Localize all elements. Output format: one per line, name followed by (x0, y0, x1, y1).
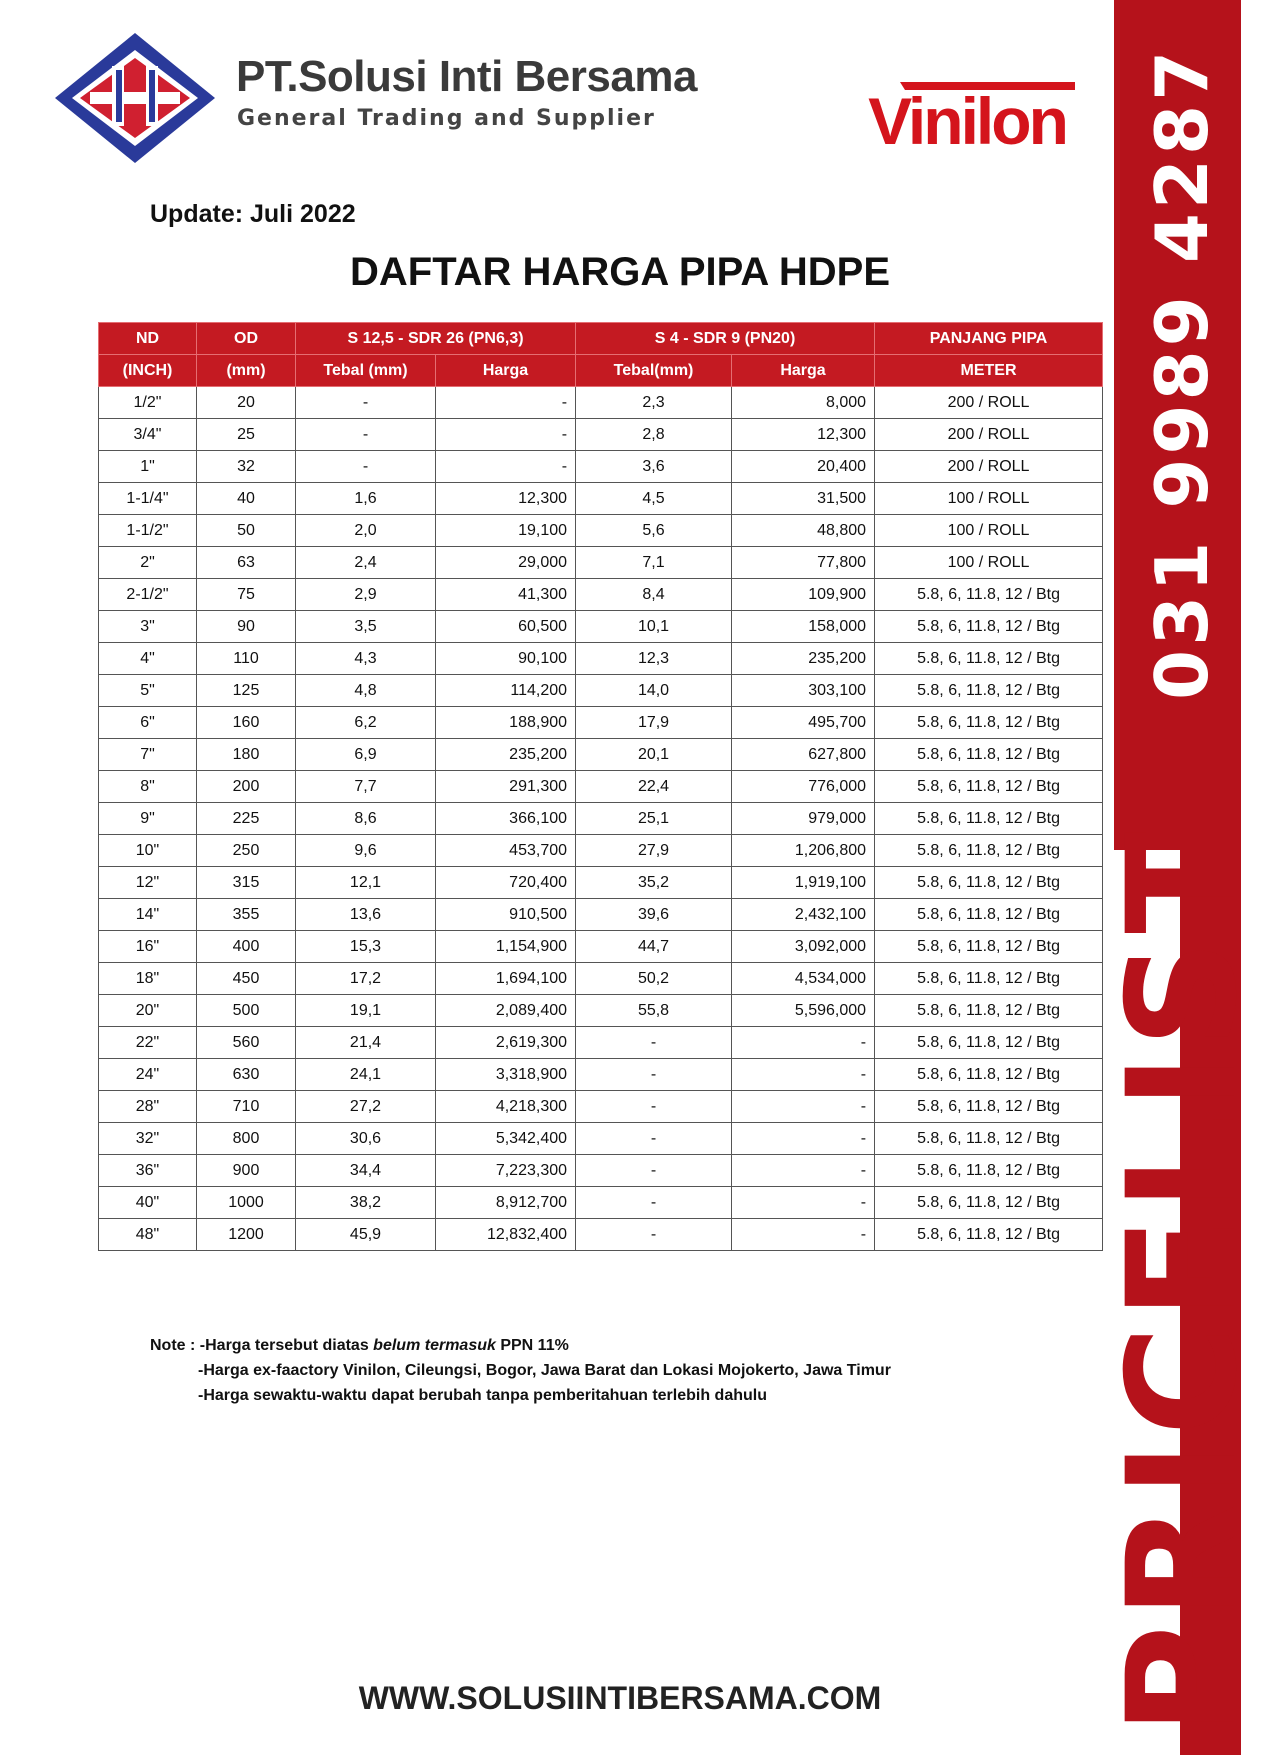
cell-harga-1: 235,200 (436, 739, 576, 771)
cell-nd: 16" (99, 931, 197, 963)
cell-length: 5.8, 6, 11.8, 12 / Btg (875, 611, 1103, 643)
cell-harga-1: 453,700 (436, 835, 576, 867)
cell-od: 355 (197, 899, 296, 931)
cell-nd: 24" (99, 1059, 197, 1091)
cell-tebal-1: 27,2 (296, 1091, 436, 1123)
cell-harga-1: 19,100 (436, 515, 576, 547)
cell-od: 125 (197, 675, 296, 707)
cell-tebal-1: 13,6 (296, 899, 436, 931)
cell-od: 250 (197, 835, 296, 867)
cell-length: 5.8, 6, 11.8, 12 / Btg (875, 579, 1103, 611)
table-row (99, 771, 1103, 803)
table-row (99, 1059, 1103, 1091)
cell-length: 5.8, 6, 11.8, 12 / Btg (875, 1027, 1103, 1059)
cell-nd: 1-1/4" (99, 483, 197, 515)
cell-tebal-2: 25,1 (576, 803, 732, 835)
header-od: OD (197, 323, 296, 355)
cell-tebal-2: 39,6 (576, 899, 732, 931)
cell-tebal-2: - (576, 1027, 732, 1059)
cell-nd: 2" (99, 547, 197, 579)
cell-tebal-2: 3,6 (576, 451, 732, 483)
cell-tebal-2: 27,9 (576, 835, 732, 867)
cell-harga-2: - (732, 1155, 875, 1187)
table-row (99, 675, 1103, 707)
cell-harga-1: 1,154,900 (436, 931, 576, 963)
cell-od: 710 (197, 1091, 296, 1123)
cell-tebal-1: 2,4 (296, 547, 436, 579)
cell-od: 200 (197, 771, 296, 803)
cell-tebal-2: - (576, 1219, 732, 1251)
price-table (98, 322, 1103, 1251)
cell-harga-2: 109,900 (732, 579, 875, 611)
table-row (99, 995, 1103, 1027)
cell-tebal-1: 4,3 (296, 643, 436, 675)
cell-od: 315 (197, 867, 296, 899)
cell-length: 5.8, 6, 11.8, 12 / Btg (875, 995, 1103, 1027)
cell-tebal-1: - (296, 419, 436, 451)
cell-od: 25 (197, 419, 296, 451)
cell-tebal-2: 17,9 (576, 707, 732, 739)
table-row (99, 1187, 1103, 1219)
table-row (99, 1155, 1103, 1187)
cell-tebal-2: 35,2 (576, 867, 732, 899)
cell-harga-1: 2,619,300 (436, 1027, 576, 1059)
cell-nd: 3/4" (99, 419, 197, 451)
cell-tebal-1: 3,5 (296, 611, 436, 643)
cell-length: 5.8, 6, 11.8, 12 / Btg (875, 931, 1103, 963)
company-name: PT.Solusi Inti Bersama (236, 52, 697, 101)
cell-harga-1: 4,218,300 (436, 1091, 576, 1123)
cell-length: 200 / ROLL (875, 387, 1103, 419)
company-tagline: General Trading and Supplier (237, 106, 656, 131)
cell-harga-1: 366,100 (436, 803, 576, 835)
cell-tebal-2: - (576, 1123, 732, 1155)
cell-od: 800 (197, 1123, 296, 1155)
cell-harga-2: 303,100 (732, 675, 875, 707)
cell-nd: 20" (99, 995, 197, 1027)
update-date: Update: Juli 2022 (150, 200, 356, 228)
cell-tebal-1: 45,9 (296, 1219, 436, 1251)
table-row (99, 803, 1103, 835)
table-row (99, 867, 1103, 899)
subheader-harga-2: Harga (732, 355, 875, 387)
cell-harga-1: 3,318,900 (436, 1059, 576, 1091)
cell-nd: 5" (99, 675, 197, 707)
cell-tebal-1: 19,1 (296, 995, 436, 1027)
cell-tebal-2: 10,1 (576, 611, 732, 643)
subheader-meter: METER (875, 355, 1103, 387)
table-group-header (99, 323, 1103, 355)
cell-harga-1: 720,400 (436, 867, 576, 899)
cell-tebal-2: 4,5 (576, 483, 732, 515)
cell-harga-1: 7,223,300 (436, 1155, 576, 1187)
cell-nd: 1/2" (99, 387, 197, 419)
cell-nd: 8" (99, 771, 197, 803)
cell-tebal-1: 6,2 (296, 707, 436, 739)
page-title: DAFTAR HARGA PIPA HDPE (350, 250, 890, 294)
cell-harga-2: 1,919,100 (732, 867, 875, 899)
cell-tebal-1: 4,8 (296, 675, 436, 707)
cell-harga-2: - (732, 1187, 875, 1219)
cell-nd: 40" (99, 1187, 197, 1219)
cell-harga-2: 31,500 (732, 483, 875, 515)
cell-nd: 9" (99, 803, 197, 835)
cell-tebal-2: 2,3 (576, 387, 732, 419)
cell-tebal-2: 44,7 (576, 931, 732, 963)
note-1-emphasis: belum termasuk (373, 1337, 496, 1354)
cell-od: 1000 (197, 1187, 296, 1219)
cell-tebal-2: - (576, 1155, 732, 1187)
table-row (99, 483, 1103, 515)
cell-length: 5.8, 6, 11.8, 12 / Btg (875, 771, 1103, 803)
cell-harga-2: 776,000 (732, 771, 875, 803)
cell-harga-2: - (732, 1027, 875, 1059)
cell-tebal-1: 30,6 (296, 1123, 436, 1155)
cell-length: 5.8, 6, 11.8, 12 / Btg (875, 803, 1103, 835)
table-body (99, 387, 1103, 1251)
cell-od: 63 (197, 547, 296, 579)
cell-nd: 6" (99, 707, 197, 739)
subheader-harga-1: Harga (436, 355, 576, 387)
cell-tebal-1: 1,6 (296, 483, 436, 515)
cell-length: 5.8, 6, 11.8, 12 / Btg (875, 963, 1103, 995)
table-row (99, 579, 1103, 611)
cell-length: 5.8, 6, 11.8, 12 / Btg (875, 1091, 1103, 1123)
cell-nd: 28" (99, 1091, 197, 1123)
cell-tebal-2: 50,2 (576, 963, 732, 995)
cell-od: 160 (197, 707, 296, 739)
cell-tebal-2: - (576, 1187, 732, 1219)
table-row (99, 387, 1103, 419)
cell-length: 100 / ROLL (875, 483, 1103, 515)
website-url: WWW.SOLUSIINTIBERSAMA.COM (358, 1680, 882, 1716)
cell-harga-1: 291,300 (436, 771, 576, 803)
cell-od: 32 (197, 451, 296, 483)
cell-tebal-1: 2,0 (296, 515, 436, 547)
cell-harga-1: 1,694,100 (436, 963, 576, 995)
table-row (99, 451, 1103, 483)
cell-od: 90 (197, 611, 296, 643)
cell-length: 5.8, 6, 11.8, 12 / Btg (875, 1187, 1103, 1219)
subheader-mm: (mm) (197, 355, 296, 387)
phone-number: 031 9989 4287 (1140, 46, 1224, 700)
subheader-tebal-2: Tebal(mm) (576, 355, 732, 387)
header-sdr9: S 4 - SDR 9 (PN20) (576, 323, 875, 355)
cell-nd: 4" (99, 643, 197, 675)
table-row (99, 963, 1103, 995)
header-nd: ND (99, 323, 197, 355)
cell-od: 450 (197, 963, 296, 995)
cell-nd: 12" (99, 867, 197, 899)
cell-tebal-1: - (296, 451, 436, 483)
subheader-inch: (INCH) (99, 355, 197, 387)
cell-tebal-2: 7,1 (576, 547, 732, 579)
cell-tebal-1: 12,1 (296, 867, 436, 899)
cell-harga-2: 12,300 (732, 419, 875, 451)
cell-od: 40 (197, 483, 296, 515)
cell-od: 560 (197, 1027, 296, 1059)
cell-harga-1: 2,089,400 (436, 995, 576, 1027)
cell-nd: 1" (99, 451, 197, 483)
cell-harga-2: 8,000 (732, 387, 875, 419)
table-row (99, 611, 1103, 643)
notes (150, 1333, 891, 1408)
cell-harga-1: 114,200 (436, 675, 576, 707)
cell-tebal-1: - (296, 387, 436, 419)
cell-nd: 32" (99, 1123, 197, 1155)
cell-length: 200 / ROLL (875, 419, 1103, 451)
cell-tebal-1: 15,3 (296, 931, 436, 963)
cell-harga-2: 3,092,000 (732, 931, 875, 963)
cell-tebal-1: 6,9 (296, 739, 436, 771)
cell-tebal-2: 12,3 (576, 643, 732, 675)
cell-nd: 3" (99, 611, 197, 643)
cell-tebal-2: 20,1 (576, 739, 732, 771)
cell-harga-2: 4,534,000 (732, 963, 875, 995)
cell-nd: 22" (99, 1027, 197, 1059)
cell-od: 400 (197, 931, 296, 963)
cell-od: 75 (197, 579, 296, 611)
cell-harga-1: 12,832,400 (436, 1219, 576, 1251)
cell-length: 5.8, 6, 11.8, 12 / Btg (875, 899, 1103, 931)
cell-length: 5.8, 6, 11.8, 12 / Btg (875, 739, 1103, 771)
cell-length: 5.8, 6, 11.8, 12 / Btg (875, 1155, 1103, 1187)
cell-length: 5.8, 6, 11.8, 12 / Btg (875, 1219, 1103, 1251)
cell-tebal-1: 7,7 (296, 771, 436, 803)
cell-harga-2: 158,000 (732, 611, 875, 643)
note-1-suffix: PPN 11% (495, 1337, 569, 1354)
cell-tebal-2: 8,4 (576, 579, 732, 611)
table-row (99, 643, 1103, 675)
cell-length: 100 / ROLL (875, 547, 1103, 579)
cell-harga-2: 20,400 (732, 451, 875, 483)
cell-length: 200 / ROLL (875, 451, 1103, 483)
pricelist-word: PRICELIST (1096, 825, 1270, 1735)
note-1-prefix: -Harga tersebut diatas (199, 1337, 374, 1354)
brand-logo (860, 80, 1075, 158)
note-line-3: -Harga sewaktu-waktu dapat berubah tanpa pemberitahuan terlebih dahulu (198, 1387, 767, 1404)
table-row (99, 899, 1103, 931)
cell-harga-1: - (436, 451, 576, 483)
cell-harga-2: 495,700 (732, 707, 875, 739)
cell-length: 5.8, 6, 11.8, 12 / Btg (875, 835, 1103, 867)
cell-length: 100 / ROLL (875, 515, 1103, 547)
cell-length: 5.8, 6, 11.8, 12 / Btg (875, 675, 1103, 707)
cell-nd: 14" (99, 899, 197, 931)
cell-harga-1: 29,000 (436, 547, 576, 579)
cell-od: 20 (197, 387, 296, 419)
cell-length: 5.8, 6, 11.8, 12 / Btg (875, 707, 1103, 739)
cell-od: 110 (197, 643, 296, 675)
cell-harga-1: 5,342,400 (436, 1123, 576, 1155)
note-line-2: -Harga ex-faactory Vinilon, Cileungsi, Bogor, Jawa Barat dan Lokasi Mojokerto, Jawa Timur (198, 1362, 891, 1379)
cell-harga-1: 12,300 (436, 483, 576, 515)
cell-harga-1: - (436, 387, 576, 419)
table-row (99, 1123, 1103, 1155)
cell-tebal-1: 17,2 (296, 963, 436, 995)
cell-tebal-2: - (576, 1091, 732, 1123)
header-length: PANJANG PIPA (875, 323, 1103, 355)
cell-tebal-1: 34,4 (296, 1155, 436, 1187)
cell-tebal-1: 38,2 (296, 1187, 436, 1219)
cell-harga-2: - (732, 1091, 875, 1123)
table-row (99, 931, 1103, 963)
cell-tebal-2: 2,8 (576, 419, 732, 451)
cell-tebal-2: 22,4 (576, 771, 732, 803)
subheader-tebal-1: Tebal (mm) (296, 355, 436, 387)
cell-tebal-2: 55,8 (576, 995, 732, 1027)
company-logo-icon (50, 28, 220, 168)
cell-harga-2: 2,432,100 (732, 899, 875, 931)
cell-length: 5.8, 6, 11.8, 12 / Btg (875, 1123, 1103, 1155)
cell-tebal-1: 9,6 (296, 835, 436, 867)
table-row (99, 515, 1103, 547)
cell-nd: 10" (99, 835, 197, 867)
cell-tebal-1: 2,9 (296, 579, 436, 611)
cell-length: 5.8, 6, 11.8, 12 / Btg (875, 643, 1103, 675)
brand-name: Vinilon (868, 84, 1066, 158)
cell-harga-1: 188,900 (436, 707, 576, 739)
cell-tebal-2: 5,6 (576, 515, 732, 547)
cell-harga-2: - (732, 1059, 875, 1091)
cell-harga-1: 90,100 (436, 643, 576, 675)
cell-harga-1: 41,300 (436, 579, 576, 611)
cell-harga-2: 5,596,000 (732, 995, 875, 1027)
table-row (99, 547, 1103, 579)
cell-harga-2: 235,200 (732, 643, 875, 675)
cell-harga-1: 60,500 (436, 611, 576, 643)
table-row (99, 707, 1103, 739)
cell-nd: 2-1/2" (99, 579, 197, 611)
cell-nd: 18" (99, 963, 197, 995)
cell-nd: 48" (99, 1219, 197, 1251)
note-label: Note : (150, 1337, 200, 1354)
header-sdr26: S 12,5 - SDR 26 (PN6,3) (296, 323, 576, 355)
table-row (99, 1091, 1103, 1123)
cell-nd: 1-1/2" (99, 515, 197, 547)
cell-length: 5.8, 6, 11.8, 12 / Btg (875, 1059, 1103, 1091)
cell-od: 180 (197, 739, 296, 771)
cell-harga-1: 8,912,700 (436, 1187, 576, 1219)
table-row (99, 1219, 1103, 1251)
cell-od: 500 (197, 995, 296, 1027)
cell-od: 900 (197, 1155, 296, 1187)
cell-od: 50 (197, 515, 296, 547)
cell-harga-2: 979,000 (732, 803, 875, 835)
cell-harga-2: 48,800 (732, 515, 875, 547)
table-row (99, 739, 1103, 771)
cell-tebal-2: 14,0 (576, 675, 732, 707)
cell-nd: 36" (99, 1155, 197, 1187)
cell-od: 630 (197, 1059, 296, 1091)
cell-harga-1: - (436, 419, 576, 451)
cell-tebal-2: - (576, 1059, 732, 1091)
cell-tebal-1: 21,4 (296, 1027, 436, 1059)
cell-harga-2: 1,206,800 (732, 835, 875, 867)
cell-harga-2: 627,800 (732, 739, 875, 771)
table-row (99, 419, 1103, 451)
cell-harga-2: - (732, 1123, 875, 1155)
table-row (99, 835, 1103, 867)
table-row (99, 1027, 1103, 1059)
cell-harga-1: 910,500 (436, 899, 576, 931)
cell-harga-2: 77,800 (732, 547, 875, 579)
cell-od: 225 (197, 803, 296, 835)
cell-tebal-1: 24,1 (296, 1059, 436, 1091)
cell-harga-2: - (732, 1219, 875, 1251)
note-line-1 (150, 1333, 891, 1358)
cell-length: 5.8, 6, 11.8, 12 / Btg (875, 867, 1103, 899)
cell-od: 1200 (197, 1219, 296, 1251)
cell-tebal-1: 8,6 (296, 803, 436, 835)
cell-nd: 7" (99, 739, 197, 771)
table-sub-header (99, 355, 1103, 387)
